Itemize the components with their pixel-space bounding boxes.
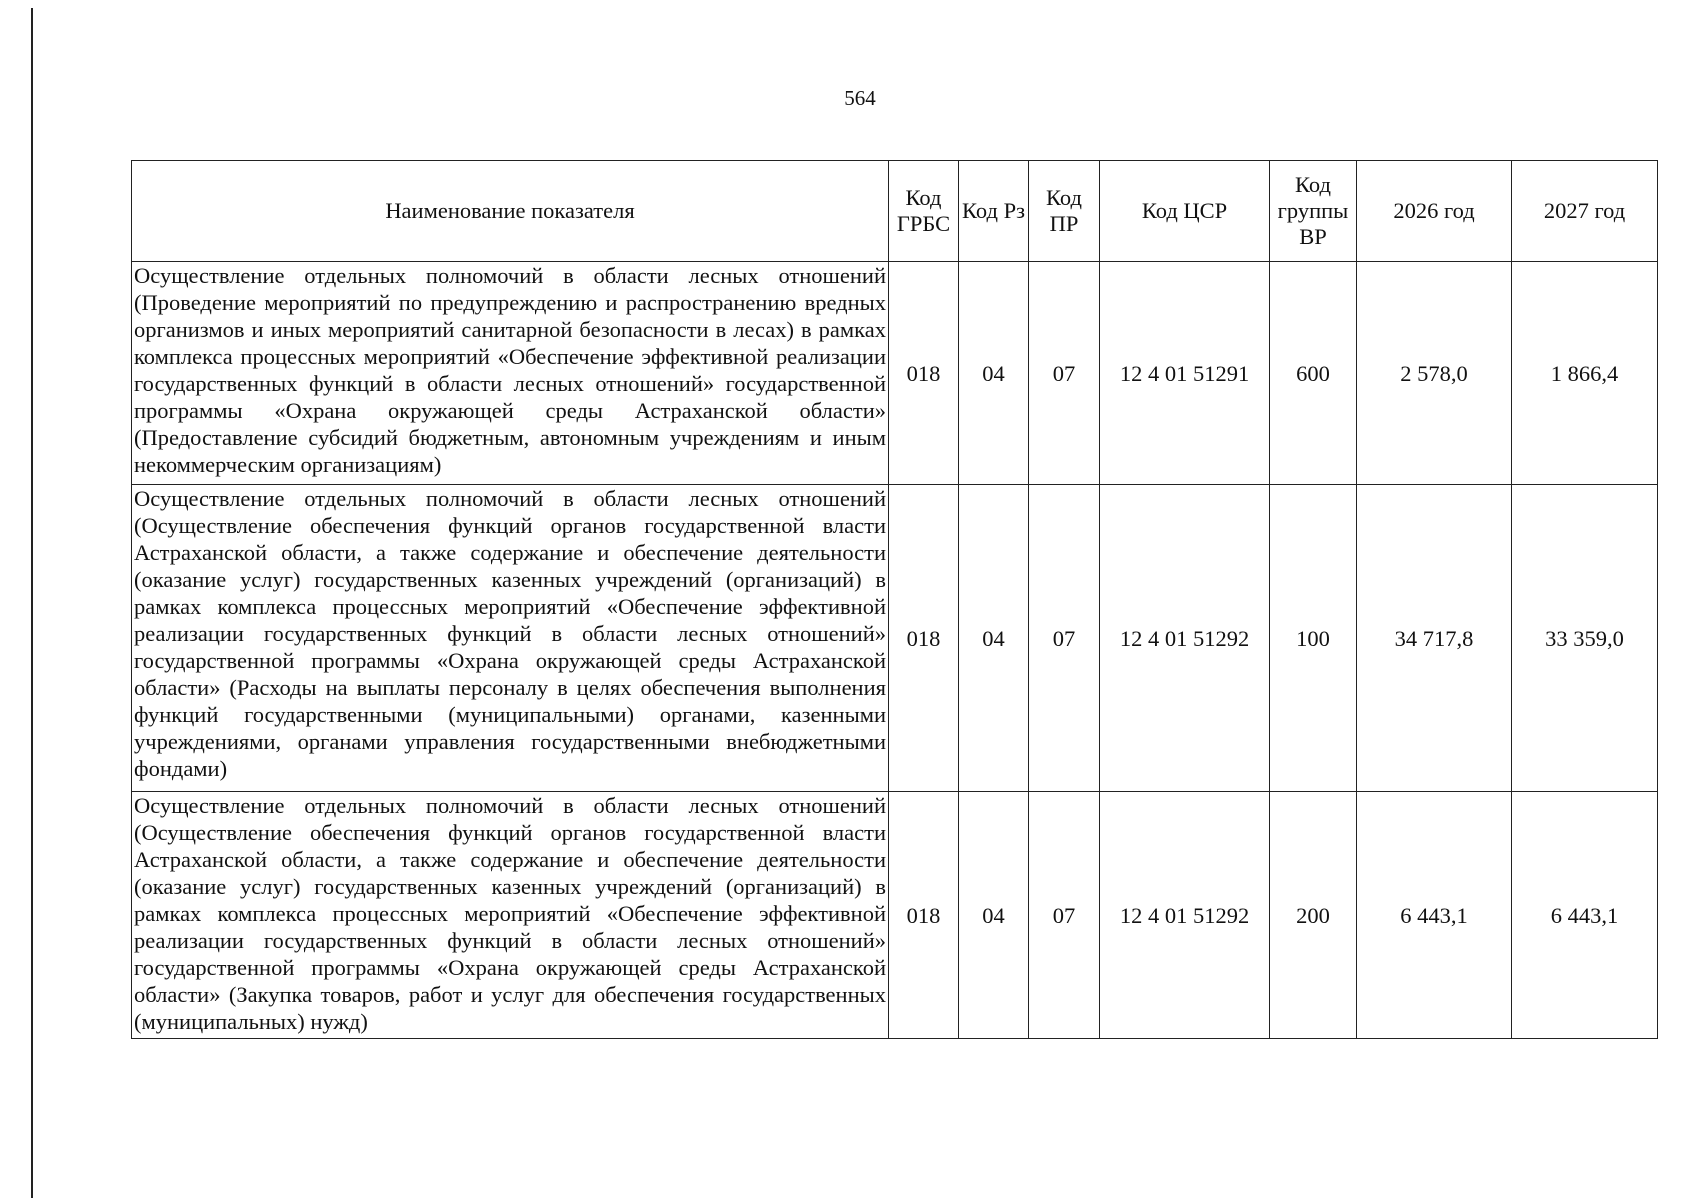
header-rz: Код Рз (959, 161, 1029, 262)
cell-name: Осуществление отдельных полномочий в области лесных отношений (Проведение мероприятий по предупреждению и распространению вредных организмов и иных мероприятий санитарной безопасности в лесах) в рамках комплекса процессных мероприятий «Обеспечение эффективной реализации государственных функций в области лесных отношений» государственной программы «Охрана окружающей среды Астраханской области» (Предоставление субсидий бюджетным, автономным учреждениям и иным некоммерческим организациям) (132, 262, 889, 485)
budget-table (131, 160, 1658, 1039)
cell-vr: 600 (1270, 262, 1357, 485)
header-name: Наименование показателя (132, 161, 889, 262)
cell-2027: 6 443,1 (1512, 792, 1658, 1039)
header-2027: 2027 год (1512, 161, 1658, 262)
header-grbs: Код ГРБС (889, 161, 959, 262)
cell-pr: 07 (1029, 792, 1100, 1039)
header-pr: Код ПР (1029, 161, 1100, 262)
header-2026: 2026 год (1357, 161, 1512, 262)
left-margin-line (31, 8, 33, 1198)
header-vr: Код группы ВР (1270, 161, 1357, 262)
cell-name: Осуществление отдельных полномочий в области лесных отношений (Осуществление обеспечения функций органов государственной власти Астраханской области, а также содержание и обеспечение деятельности (оказание услуг) государственных казенных учреждений (организаций) в рамках комплекса процессных мероприятий «Обеспечение эффективной реализации государственных функций в области лесных отношений» государственной программы «Охрана окружающей среды Астраханской области» (Расходы на выплаты персоналу в целях обеспечения выполнения функций государственными (муниципальными) органами, казенными учреждениями, органами управления государственными внебюджетными фондами) (132, 485, 889, 792)
table-row (132, 485, 1658, 792)
cell-2026: 2 578,0 (1357, 262, 1512, 485)
cell-2027: 1 866,4 (1512, 262, 1658, 485)
table-header-row (132, 161, 1658, 262)
cell-pr: 07 (1029, 485, 1100, 792)
header-csr: Код ЦСР (1100, 161, 1270, 262)
cell-name: Осуществление отдельных полномочий в области лесных отношений (Осуществление обеспечения функций органов государственной власти Астраханской области, а также содержание и обеспечение деятельности (оказание услуг) государственных казенных учреждений (организаций) в рамках комплекса процессных мероприятий «Обеспечение эффективной реализации государственных функций в области лесных отношений» государственной программы «Охрана окружающей среды Астраханской области» (Закупка товаров, работ и услуг для обеспечения государственных (муниципальных) нужд) (132, 792, 889, 1039)
cell-csr: 12 4 01 51292 (1100, 485, 1270, 792)
cell-grbs: 018 (889, 792, 959, 1039)
cell-rz: 04 (959, 485, 1029, 792)
cell-grbs: 018 (889, 485, 959, 792)
cell-csr: 12 4 01 51291 (1100, 262, 1270, 485)
cell-2026: 6 443,1 (1357, 792, 1512, 1039)
cell-csr: 12 4 01 51292 (1100, 792, 1270, 1039)
cell-2026: 34 717,8 (1357, 485, 1512, 792)
cell-pr: 07 (1029, 262, 1100, 485)
table-row (132, 792, 1658, 1039)
cell-rz: 04 (959, 262, 1029, 485)
cell-rz: 04 (959, 792, 1029, 1039)
table-row (132, 262, 1658, 485)
cell-grbs: 018 (889, 262, 959, 485)
page-number: 564 (844, 86, 876, 110)
cell-vr: 100 (1270, 485, 1357, 792)
cell-vr: 200 (1270, 792, 1357, 1039)
cell-2027: 33 359,0 (1512, 485, 1658, 792)
